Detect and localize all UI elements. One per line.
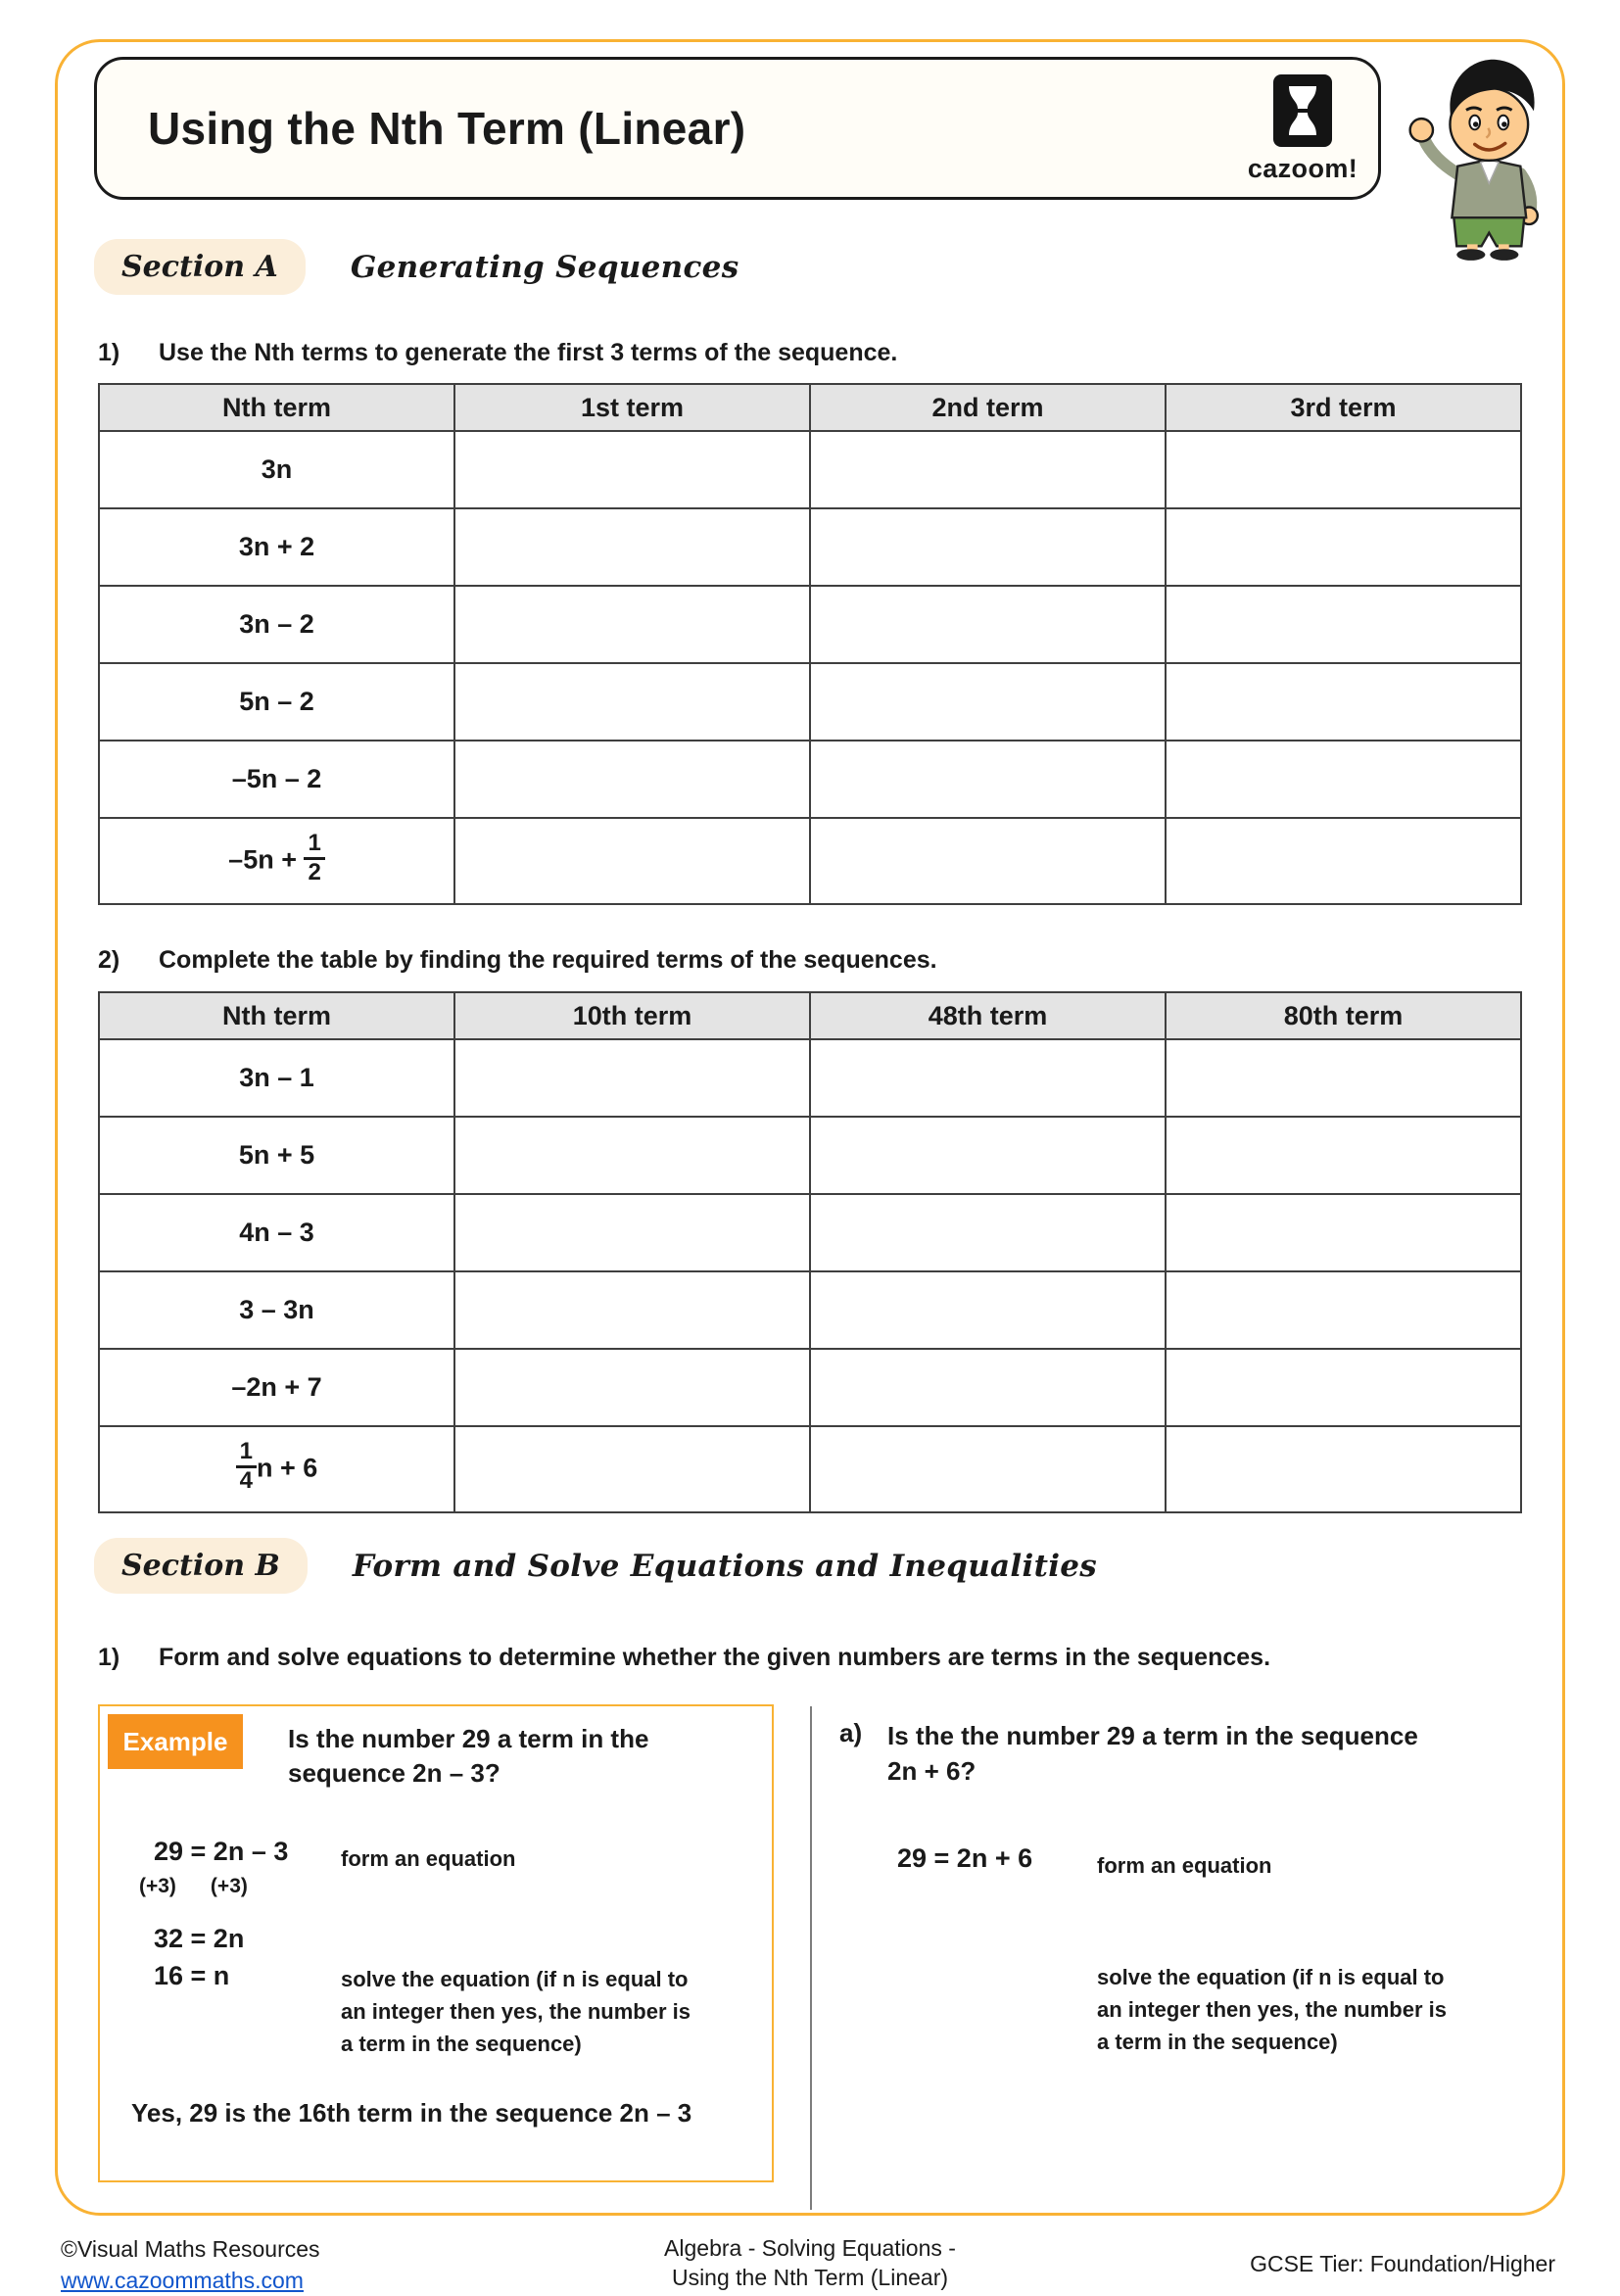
answer-cell [810,1117,1166,1194]
cazoom-logo-text: cazoom! [1247,154,1358,183]
worksheet-header [94,57,1381,200]
copyright-text: ©Visual Maths Resources [61,2236,320,2262]
answer-cell [810,1271,1166,1349]
example-box [98,1704,774,2182]
fraction-denominator: 4 [239,1466,254,1494]
fraction-denominator: 2 [308,858,321,885]
text-line: Is the the number 29 a term in the sequence [887,1721,1418,1750]
text-line: a term in the sequence) [341,2032,582,2056]
answer-cell [810,1349,1166,1426]
answer-cell [1166,1349,1521,1426]
cazoom-logo-icon [1273,74,1332,147]
answer-cell [1166,586,1521,663]
nth-term-cell: –2n + 7 [99,1349,454,1426]
footer-tier: GCSE Tier: Foundation/Higher [1250,2251,1555,2276]
answer-cell [1166,1194,1521,1271]
answer-cell [454,586,810,663]
nth-term-cell: 3n – 1 [99,1039,454,1117]
answer-cell [454,1426,810,1512]
table-row [99,741,1521,818]
table-required-terms [98,991,1522,1513]
answer-cell [454,741,810,818]
example-operation-line: (+3) (+3) [139,1875,248,1897]
example-equation-2: 32 = 2n [154,1924,245,1953]
answer-cell [454,508,810,586]
question-text: Form and solve equations to determine whether the given numbers are terms in the sequences. [159,1644,1271,1671]
nth-term-cell: 5n – 2 [99,663,454,741]
column-header: 2nd term [810,384,1166,431]
part-a-label: a) [839,1718,863,1747]
nth-term-cell: 4n – 3 [99,1194,454,1271]
answer-cell [810,1426,1166,1512]
fraction-numerator: 1 [304,831,324,860]
nth-term-cell: –5n – 2 [99,741,454,818]
answer-cell [810,818,1166,904]
question-number: 1) [98,339,120,366]
boy-mascot-illustration [1399,49,1565,264]
nth-term-cell: 3 – 3n [99,1271,454,1349]
answer-cell [454,663,810,741]
section-b-heading: Form and Solve Equations and Inequalities [352,1548,1098,1584]
text-line: sequence 2n – 3? [288,1758,500,1788]
answer-cell [1166,663,1521,741]
vertical-divider [810,1706,812,2210]
answer-cell [454,431,810,508]
example-answer: Yes, 29 is the 16th term in the sequence 2n – 3 [131,2098,692,2128]
answer-cell [454,1271,810,1349]
answer-cell [810,1194,1166,1271]
question-a1 [98,339,897,367]
footer-left [61,2233,320,2296]
table-row [99,1426,1521,1512]
question-text: Complete the table by finding the required terms of the sequences. [159,946,937,974]
nth-term-cell: 3n + 2 [99,508,454,586]
answer-cell [810,431,1166,508]
column-header: Nth term [99,384,454,431]
table-generate-sequences [98,383,1522,905]
text-line: an integer then yes, the number is [341,1999,691,2024]
text-line: Algebra - Solving Equations - [664,2235,956,2261]
example-equation-3: 16 = n [154,1961,230,1990]
example-question [288,1722,648,1791]
text-line: solve the equation (if n is equal to [1097,1965,1445,1989]
section-a-label: Section A [94,239,306,295]
part-a-note-form-equation: form an equation [1097,1853,1272,1878]
answer-cell [454,1039,810,1117]
section-b-header [94,1538,1097,1594]
answer-cell [1166,818,1521,904]
example-note-form-equation: form an equation [341,1846,516,1871]
expression-suffix: n + 6 [257,1453,318,1483]
page-title: Using the Nth Term (Linear) [148,103,746,154]
column-header: 3rd term [1166,384,1521,431]
text-line: a term in the sequence) [1097,2030,1338,2054]
example-tag: Example [108,1714,243,1769]
text-line: 2n + 6? [887,1756,977,1786]
text-line: solve the equation (if n is equal to [341,1967,689,1991]
expression-prefix: –5n + [228,844,305,875]
answer-cell [1166,741,1521,818]
answer-cell [1166,1271,1521,1349]
table-header-row [99,384,1521,431]
answer-cell [454,1349,810,1426]
table-row [99,431,1521,508]
answer-cell [810,1039,1166,1117]
column-header: Nth term [99,992,454,1039]
nth-term-cell: 3n [99,431,454,508]
part-a-question [887,1718,1418,1789]
text-line: Using the Nth Term (Linear) [671,2265,949,2290]
section-a-header [94,239,739,295]
answer-cell [810,663,1166,741]
cazoom-logo [1242,74,1363,184]
table-row [99,818,1521,904]
column-header: 1st term [454,384,810,431]
answer-cell [1166,1117,1521,1194]
nth-term-cell: 5n + 5 [99,1117,454,1194]
fraction [236,1439,257,1495]
answer-cell [454,1117,810,1194]
question-number: 2) [98,946,120,974]
column-header: 10th term [454,992,810,1039]
table-row [99,1194,1521,1271]
table-row [99,663,1521,741]
nth-term-cell: 3n – 2 [99,586,454,663]
column-header: 48th term [810,992,1166,1039]
question-a2 [98,946,937,975]
answer-cell [1166,431,1521,508]
part-a-note-solve [1097,1961,1447,2058]
nth-term-cell [99,1426,454,1512]
text-line: an integer then yes, the number is [1097,1997,1447,2022]
cazoom-website-link[interactable]: www.cazoommaths.com [61,2268,304,2293]
example-equation-1: 29 = 2n – 3 [154,1837,289,1866]
column-header: 80th term [1166,992,1521,1039]
answer-cell [810,741,1166,818]
text-line: Is the number 29 a term in the [288,1724,649,1753]
table-row [99,1117,1521,1194]
section-a-heading: Generating Sequences [350,249,739,285]
question-number: 1) [98,1644,120,1671]
answer-cell [810,508,1166,586]
question-text: Use the Nth terms to generate the first 3 terms of the sequence. [159,339,898,366]
fraction-numerator: 1 [236,1439,257,1468]
answer-cell [1166,1426,1521,1512]
table-row [99,1349,1521,1426]
answer-cell [454,1194,810,1271]
example-note-solve [341,1963,691,2060]
fraction [304,831,324,886]
table-row [99,1039,1521,1117]
worked-examples-area [98,1704,1522,2216]
answer-cell [1166,1039,1521,1117]
table-row [99,586,1521,663]
question-b1 [98,1644,1270,1672]
nth-term-cell [99,818,454,904]
table-row [99,508,1521,586]
table-row [99,1271,1521,1349]
answer-cell [810,586,1166,663]
answer-cell [1166,508,1521,586]
section-b-label: Section B [94,1538,308,1594]
table-header-row [99,992,1521,1039]
part-a-equation: 29 = 2n + 6 [897,1843,1033,1873]
answer-cell [454,818,810,904]
